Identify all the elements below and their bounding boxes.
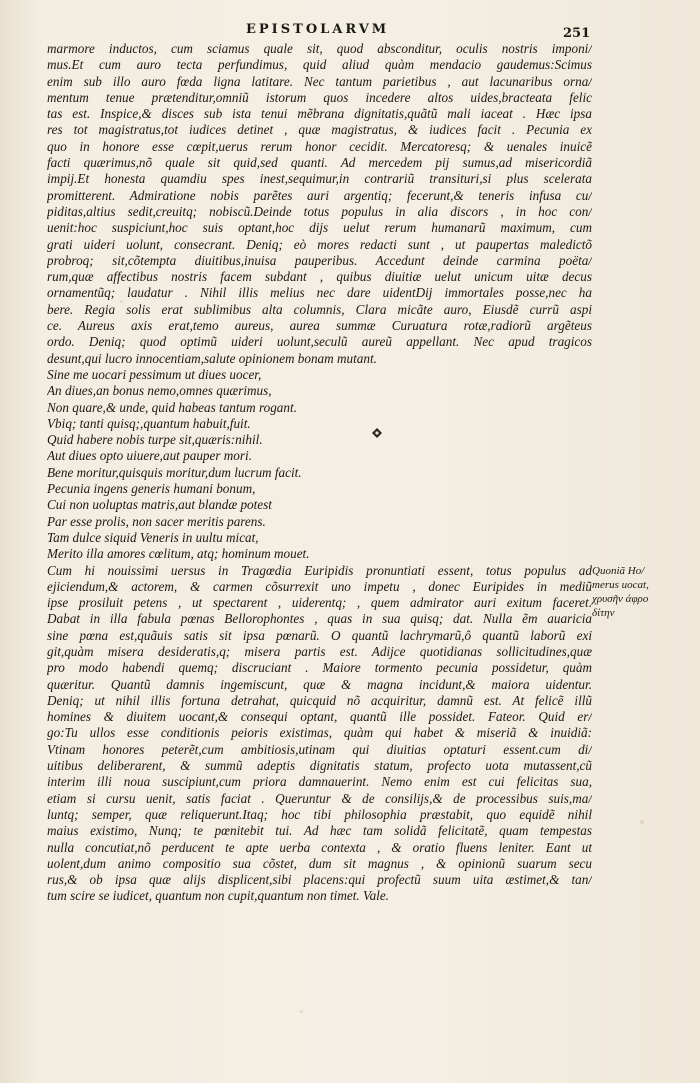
prose-line: mus.Et cum auro tecta perfundimus, quid aliud quàm mendacio gaudemus:Scimus bbox=[47, 57, 592, 73]
verse-line: Tam dulce siquid Veneris in uultu micat, bbox=[47, 529, 259, 545]
prose-line: uenit:hoc suspiciunt,hoc suis optant,hoc dijs uelut rerum humanarũ maximum, cum bbox=[47, 220, 592, 236]
verse-line: Quid habere nobis turpe sit,quæris:nihil. bbox=[47, 432, 263, 448]
printers-ornament-icon bbox=[372, 428, 382, 438]
prose-line: git,quàm misera desideratis,q; misera partis est. Adijce quotidianas sollicitudines,quæ bbox=[47, 643, 592, 659]
page-number: 251 bbox=[563, 26, 591, 41]
epistle-text bbox=[47, 41, 592, 905]
verse-line: desunt,qui lucro innocentiam,salute opinionem bonam mutant. bbox=[47, 350, 377, 366]
prose-line: quo in honore esse cœpit,uerus rerum honor cecidit. Mercatoresq; & uenales inuicẽ bbox=[47, 138, 592, 154]
prose-line: Deniq; ut nihil illis fortuna detrahat, quicquid nõ acquiritur, damnũ est. At felicẽ illũ bbox=[47, 692, 592, 708]
paper-fleck bbox=[300, 1010, 303, 1013]
prose-line: piditas,altius sedit,creuitq; nobiscũ.Deinde totus populus in alia discors , in hoc con/ bbox=[47, 203, 592, 219]
prose-line: Cum hi nouissimi uersus in Tragœdia Euripidis pronuntiati essent, totus populus ad bbox=[47, 562, 592, 578]
marginal-note-line: merus uocat, bbox=[592, 579, 649, 591]
prose-line: rum,quæ affectibus nostris facem subdant , quibus diuitiæ uelut unicum uitæ decus bbox=[47, 269, 592, 285]
prose-line: ordo. Deniq; quod optimũ uideri uolunt,seculũ aureũ appellant. Nec apud tragicos bbox=[47, 334, 592, 350]
prose-line: grati uideri uolunt, consecrant. Deniq; eò mores redacti sunt , ut paupertas maledictõ bbox=[47, 236, 592, 252]
verse-line: Vbiq; tanti quisq;,quantum habuit,fuit. bbox=[47, 415, 251, 431]
running-head: EPISTOLARVM bbox=[246, 22, 390, 37]
prose-line: sine pœna est,quãuis satis sit ipsa pœnarũ. O quantũ lachrymarũ,ô quantũ laborũ exi bbox=[47, 627, 592, 643]
prose-line: tas est. Inspice,& disces sub ista tenui mẽbrana dignitatis,quãtũ mali iaceat . Hæc ipsa bbox=[47, 106, 592, 122]
prose-line: go:Tu ullos esse conditionis peioris existimas, quàm qui habet & miseriã & inuidiã: bbox=[47, 725, 592, 741]
prose-line: marmore inductos, cum sciamus quale sit, quod absconditur, oculis nostris imponi/ bbox=[47, 41, 592, 56]
prose-line: facti quærimus,nõ quale sit quid,sed quanti. Ad mercedem pij sumus,ad misericordiã bbox=[47, 155, 592, 171]
verse-line: Bene moritur,quisquis moritur,dum lucrum facit. bbox=[47, 464, 302, 480]
verse-line: Sine me uocari pessimum ut diues uocer, bbox=[47, 366, 262, 382]
verse-line: Par esse prolis, non sacer meritis parens. bbox=[47, 513, 266, 529]
prose-line: quæritur. Quantũ damnis ingemiscunt, quæ & magna incidunt,& maiora uidentur. bbox=[47, 676, 592, 692]
marginal-note-line: χρυσῆν ἀφρο bbox=[592, 593, 649, 605]
verse-line: Merito illa amores cœlitum, atq; hominum mouet. bbox=[47, 546, 310, 562]
marginal-note bbox=[592, 564, 692, 620]
prose-line: maius existimo, Nunq; te pœnitebit tui. Ad hæc tam solidã felicitatẽ, quam tempestas bbox=[47, 823, 592, 839]
marginal-note-line: δίτην bbox=[592, 607, 615, 619]
prose-line: ejiciendum,& actorem, & carmen cõsurrexit uno impetu , donec Euripides in mediũ bbox=[47, 578, 592, 594]
prose-line: enim sub illo auro fœda ligna latitare. Nec tantum parietibus , aut lacunaribus orna/ bbox=[47, 73, 592, 89]
prose-line: ornamentũq; laudatur . Nihil illis melius nec dare uidentDij immortales posse,nec ha bbox=[47, 285, 592, 301]
verse-line: tum scire se iudicet, quantum non cupit,quantum non timet. Vale. bbox=[47, 888, 389, 904]
prose-line: uolent,dum animo compositio sua cõstet, dum sit magnus , & opinionũ suarum secu bbox=[47, 855, 592, 871]
prose-line: mentum tenue prætenditur,omniũ istorum quos incedere altos uides,bracteata felic bbox=[47, 89, 592, 105]
prose-line: Dabat in illa fabula pœnas Bellorophontes , quas in sua quisq; dat. Nulla ẽm auaricia bbox=[47, 611, 592, 627]
verse-line: Pecunia ingens generis humani bonum, bbox=[47, 481, 256, 497]
prose-line: pro modo habendi quemq; discruciant . Maiore tormento pecunia possidetur, quàm bbox=[47, 660, 592, 676]
prose-line: luntq; semper, quæ reliquerunt.Itaq; hoc tibi philosophia præstabit, quo equidẽ nihil bbox=[47, 806, 592, 822]
verse-line: Cui non uoluptas matris,aut blandæ potest bbox=[47, 497, 272, 513]
prose-line: ipse prosiluit petens , ut spectarent , uiderentq; , quem admirator auri exitum faceret. bbox=[47, 595, 592, 611]
prose-line: impij.Et honesta quamdiu spes inest,sequimur,in contrariũ transituri,si plus scelerata bbox=[47, 171, 592, 187]
prose-line: promitterent. Admiratione nobis parẽtes auri argentiq; fecerunt,& teneris infusa cu/ bbox=[47, 187, 592, 203]
prose-line: uitibus deliberarent, & summũ adeptis dignitatis statum, profecto uota mutassent,cũ bbox=[47, 758, 592, 774]
verse-line: An diues,an bonus nemo,omnes quærimus, bbox=[47, 383, 272, 399]
prose-line: rus,& ob ipsa quæ alijs displicent,sibi placens:qui profectũ suum uita æstimet,& tan/ bbox=[47, 872, 592, 888]
paper-fleck bbox=[640, 820, 644, 824]
prose-line: nulla concutiat,nõ perducent te apte uerba contexta , & oratio fluens leniter. Eant ut bbox=[47, 839, 592, 855]
verse-line: Non quare,& unde, quid habeas tantum rogant. bbox=[47, 399, 297, 415]
prose-line: probroq; sit,cõtempta diuitibus,inuisa pauperibus. Accedunt deinde carmina poëta/ bbox=[47, 252, 592, 268]
prose-line: interim illi noua suscipiunt,cum priora damnauerint. Nemo enim est cui felicitas sua, bbox=[47, 774, 592, 790]
prose-line: Vtinam honores peterẽt,cum ambitiosis,utinam qui diuitias optaturi essent.cum di/ bbox=[47, 741, 592, 757]
prose-line: ce. Aureus axis erat,temo aureus, aurea summæ Curuatura rotæ,radiorũ argẽteus bbox=[47, 318, 592, 334]
prose-line: res tot magistratus,tot iudices detinet , quæ magistratus, & iudices facit . Pecunia ex bbox=[47, 122, 592, 138]
marginal-note-line: Quoniã Ho/ bbox=[592, 565, 645, 577]
prose-line: etiam si cursu uenit, satis faciat . Queruntur & de consilijs,& de processibus suis,ma/ bbox=[47, 790, 592, 806]
prose-line: bere. Regia solis erat sublimibus alta columnis, Clara micãte auro, Eiusdẽ currũ aspi bbox=[47, 301, 592, 317]
verse-line: Aut diues opto uiuere,aut pauper mori. bbox=[47, 448, 252, 464]
prose-line: homines & diuitem uocant,& consequi optant, quantũ ille possidet. Fateor. Quid er/ bbox=[47, 709, 592, 725]
